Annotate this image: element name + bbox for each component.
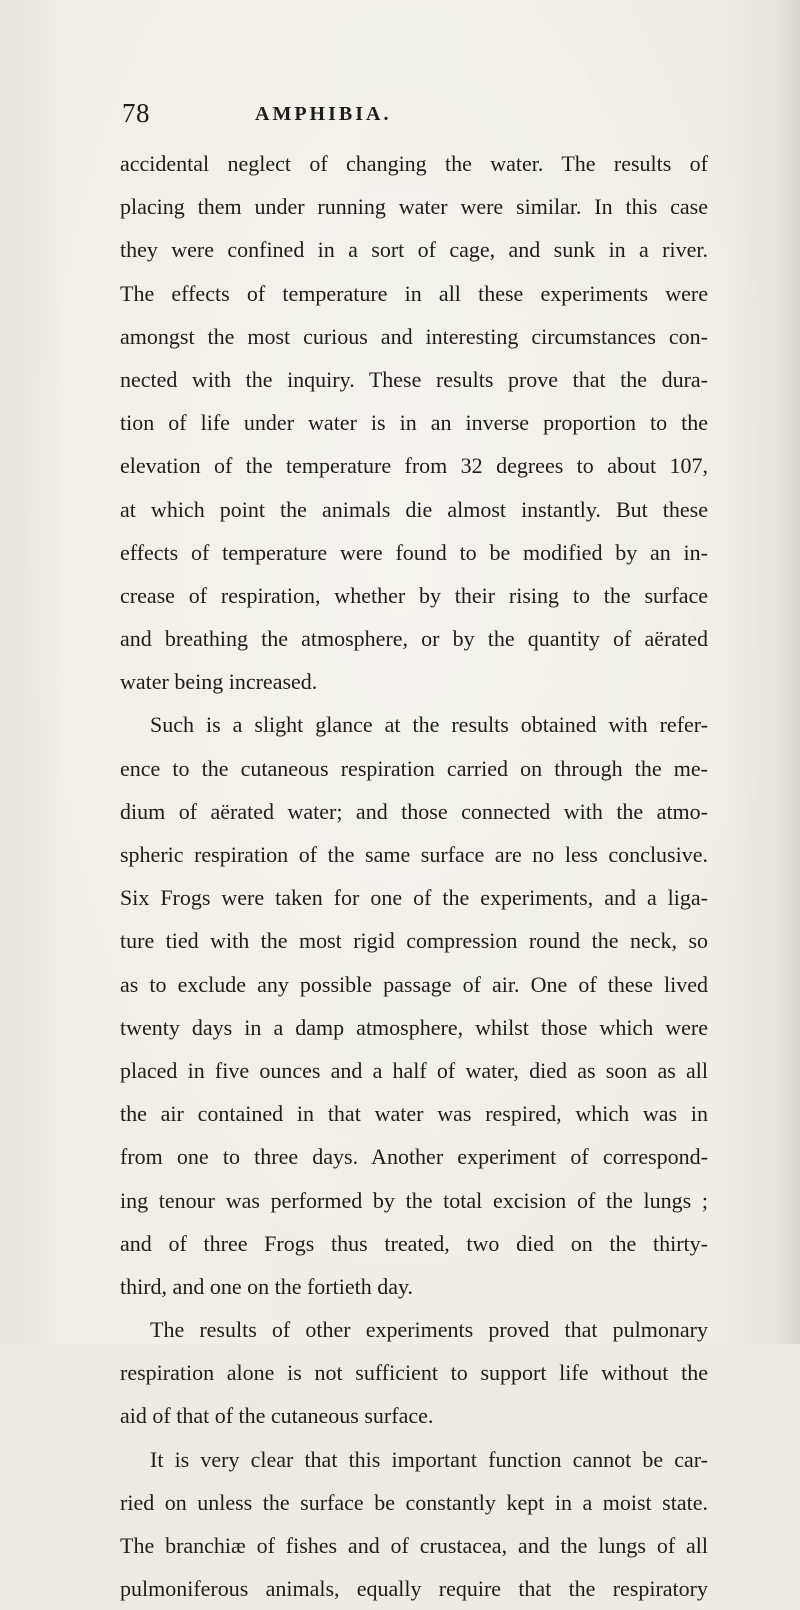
text-line: ing tenour was performed by the total excision of the lungs ; <box>120 1187 708 1213</box>
text-line: the air contained in that water was respired, which was in <box>120 1101 708 1127</box>
text-line: placed in five ounces and a half of water, died as soon as all <box>120 1057 708 1083</box>
text-line: crease of respiration, whether by their rising to the surface <box>120 582 708 608</box>
text-line: as to exclude any possible passage of air. One of these lived <box>120 971 708 997</box>
text-line: tion of life under water is in an inverse proportion to the <box>120 410 708 436</box>
text-line: elevation of the temperature from 32 degrees to about 107, <box>120 453 708 479</box>
paragraph-end-line: third, and one on the fortieth day. <box>120 1273 414 1299</box>
page-edge-shadow <box>776 0 800 1344</box>
text-line: effects of temperature were found to be modified by an in- <box>120 539 708 565</box>
text-line: at which point the animals die almost instantly. But these <box>120 496 708 522</box>
text-line: and of three Frogs thus treated, two died on the thirty- <box>120 1230 708 1256</box>
text-line: and breathing the atmosphere, or by the quantity of aërated <box>120 626 708 652</box>
text-line: accidental neglect of changing the water. The results of <box>120 151 708 176</box>
text-line: Six Frogs were taken for one of the experiments, and a liga- <box>120 885 708 911</box>
text-line: ence to the cutaneous respiration carried on through the me- <box>120 755 708 781</box>
text-line: ried on unless the surface be constantly kept in a moist state. <box>120 1489 708 1515</box>
paragraph-start-line: It is very clear that this important function cannot be car- <box>150 1446 708 1472</box>
text-line: The effects of temperature in all these experiments were <box>120 280 708 306</box>
text-line: spheric respiration of the same surface are no less conclusive. <box>120 842 708 867</box>
text-line: The branchiæ of fishes and of crustacea, and the lungs of all <box>120 1533 708 1558</box>
body-text <box>120 142 708 1610</box>
text-line: placing them under running water were similar. In this case <box>120 194 708 220</box>
text-line: twenty days in a damp atmosphere, whilst those which were <box>120 1014 708 1040</box>
paragraph-start-line: The results of other experiments proved that pulmonary <box>150 1317 708 1343</box>
paragraph-end-line: water being increased. <box>120 669 318 695</box>
paragraph-end-line: aid of that of the cutaneous surface. <box>120 1403 434 1429</box>
page-header <box>122 98 722 134</box>
text-line: nected with the inquiry. These results prove that the dura- <box>120 366 708 392</box>
text-line: from one to three days. Another experiment of correspond- <box>120 1144 708 1170</box>
text-line: pulmoniferous animals, equally require that the respiratory <box>120 1576 708 1602</box>
page-number: 78 <box>122 98 150 128</box>
text-line: ture tied with the most rigid compression round the neck, so <box>120 928 708 954</box>
running-head: AMPHIBIA. <box>255 103 392 125</box>
text-line: respiration alone is not sufficient to support life without the <box>120 1360 708 1386</box>
text-line: dium of aërated water; and those connected with the atmo- <box>120 798 708 824</box>
text-line: they were confined in a sort of cage, and sunk in a river. <box>120 237 708 263</box>
text-line: amongst the most curious and interesting circumstances con- <box>120 323 708 349</box>
paragraph-start-line: Such is a slight glance at the results obtained with refer- <box>150 712 708 738</box>
